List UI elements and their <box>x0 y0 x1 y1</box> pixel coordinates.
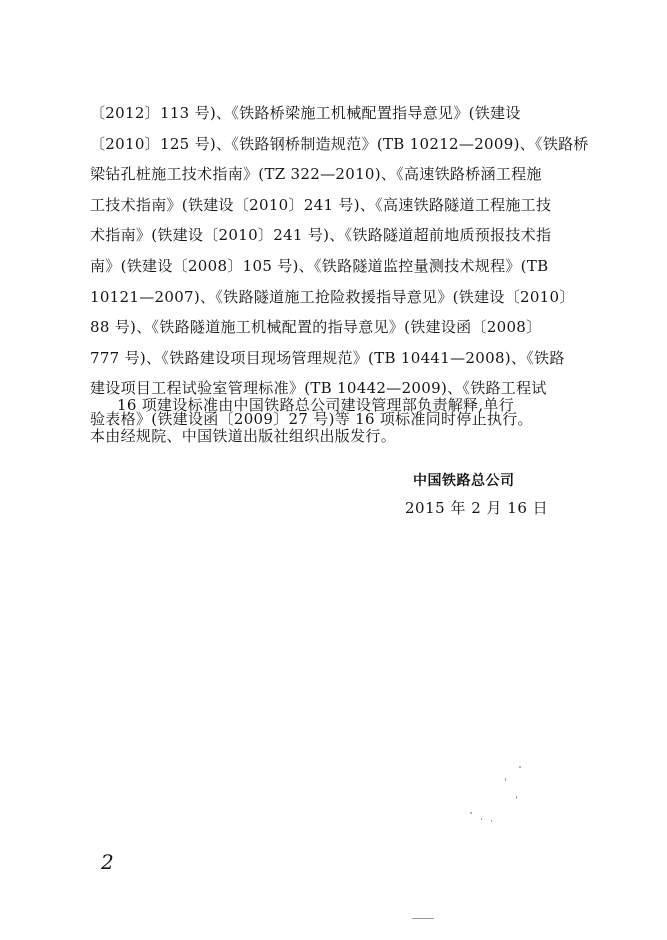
body-line: 工技术指南》(铁建设〔2010〕241 号)、《高速铁路隧道工程施工技 <box>90 195 552 214</box>
body-line: 建设项目工程试验室管理标准》(TB 10442—2009)、《铁路工程试 <box>90 379 547 398</box>
scan-speck <box>505 778 506 781</box>
scan-speck <box>491 820 492 822</box>
issuing-organization: 中国铁路总公司 <box>413 473 515 489</box>
explanation-line: 16 项建设标准由中国铁路总公司建设管理部负责解释,单行 <box>117 396 515 414</box>
page-number: 2 <box>101 850 114 874</box>
body-line: 〔2012〕113 号)、《铁路桥梁施工机械配置指导意见》(铁建设 <box>90 104 521 122</box>
body-line: 验表格》(铁建设函〔2009〕27 号)等 16 项标准同时停止执行。 <box>90 409 533 428</box>
scan-speck <box>519 766 521 768</box>
body-line: 〔2010〕125 号)、《铁路钢桥制造规范》(TB 10212—2009)、《铁路桥 <box>90 134 589 153</box>
scan-speck <box>412 918 434 919</box>
explanation-line: 本由经规院、中国铁道出版社组织出版发行。 <box>90 426 397 445</box>
body-line: 术指南》(铁建设〔2010〕241 号)、《铁路隧道超前地质预报技术指 <box>90 226 552 245</box>
body-line: 南》(铁建设〔2008〕105 号)、《铁路隧道监控量测技术规程》(TB <box>90 256 549 275</box>
scan-speck <box>470 812 472 814</box>
body-line: 88 号)、《铁路隧道施工机械配置的指导意见》(铁建设函〔2008〕 <box>90 318 542 337</box>
explanation-paragraph <box>90 390 590 451</box>
scan-speck <box>481 818 482 820</box>
body-paragraph <box>90 98 590 435</box>
signature-block <box>405 470 613 519</box>
body-line: 梁钻孔桩施工技术指南》(TZ 322—2010)、《高速铁路桥涵工程施 <box>90 165 542 184</box>
body-line: 777 号)、《铁路建设项目现场管理规范》(TB 10441—2008)、《铁路 <box>90 348 565 367</box>
issue-date: 2015 年 2 月 16 日 <box>405 499 549 517</box>
body-line: 10121—2007)、《铁路隧道施工抢险救援指导意见》(铁建设〔2010〕 <box>90 287 575 306</box>
scan-speck <box>516 796 517 799</box>
